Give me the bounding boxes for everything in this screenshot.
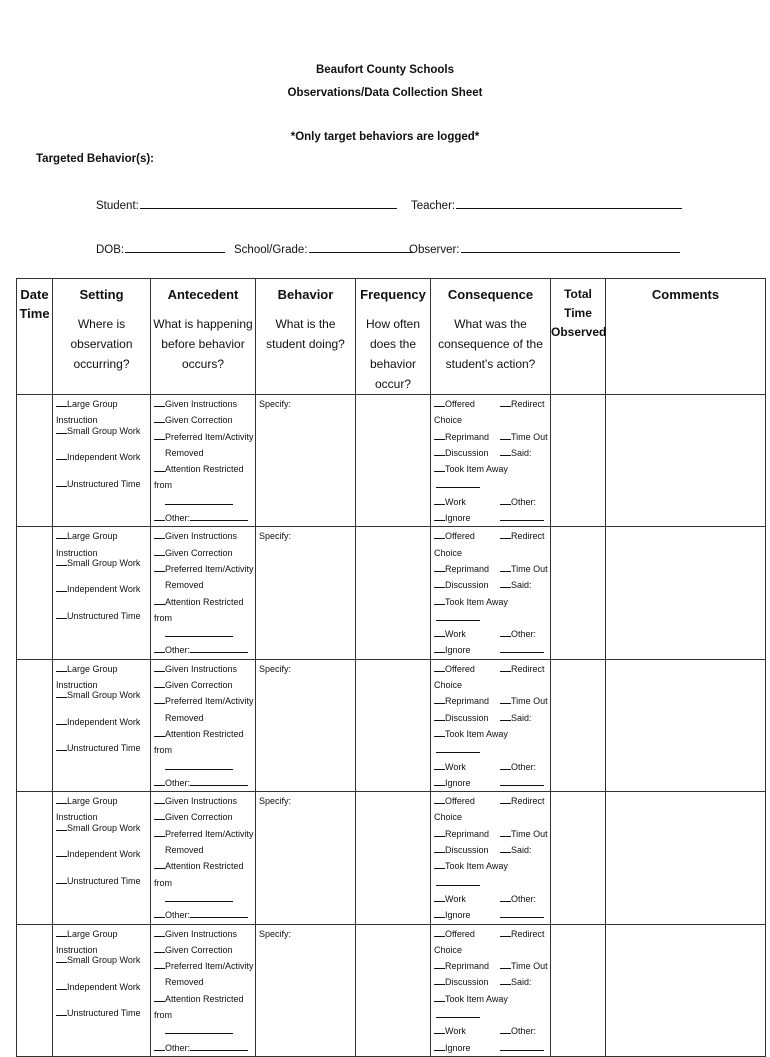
date-time-cell[interactable] (17, 924, 53, 1056)
consequence-option[interactable]: Ignore (434, 907, 500, 923)
antecedent-option[interactable]: Attention Restricted from (154, 993, 244, 1020)
consequence-option[interactable]: Other: (500, 626, 536, 642)
consequence-option-row (434, 991, 550, 1024)
col-consequence (431, 279, 551, 395)
col-setting-label: Setting (79, 287, 124, 302)
consequence-option[interactable]: Offered Choice (434, 399, 475, 426)
consequence-option[interactable]: Work (434, 1023, 500, 1039)
col-antecedent (151, 279, 256, 395)
consequence-option[interactable]: Ignore (434, 1040, 500, 1056)
consequence-option[interactable]: Redirect (500, 661, 545, 694)
setting-option[interactable]: Large Group Instruction (56, 796, 118, 823)
consequence-option-row (434, 429, 550, 445)
antecedent-option[interactable]: Other: (154, 1040, 255, 1056)
comments-cell[interactable] (606, 659, 766, 791)
consequence-option-row (434, 661, 550, 694)
consequence-option[interactable]: Ignore (434, 510, 500, 526)
consequence-option[interactable]: Said: (500, 974, 532, 990)
antecedent-option[interactable]: Preferred Item/Activity (154, 958, 255, 974)
antecedent-option[interactable]: Preferred Item/Activity (154, 826, 255, 842)
consequence-option[interactable]: Offered Choice (434, 531, 475, 558)
antecedent-option[interactable]: Attention Restricted from (154, 728, 244, 756)
col-total-time (551, 279, 606, 395)
setting-option[interactable]: Independent Work (56, 846, 150, 873)
consequence-blank[interactable] (500, 642, 544, 658)
antecedent-option[interactable]: Given Instructions (154, 926, 255, 942)
antecedent-cell (151, 395, 256, 527)
teacher-blank[interactable] (456, 197, 682, 209)
consequence-option-row (434, 510, 550, 526)
comments-cell[interactable] (606, 527, 766, 659)
observer-field[interactable] (409, 241, 680, 256)
behavior-cell[interactable] (256, 659, 356, 791)
antecedent-option[interactable]: Given Instructions (154, 661, 255, 677)
consequence-option-row (434, 445, 550, 461)
date-time-cell[interactable] (17, 395, 53, 527)
consequence-option-row (434, 1040, 550, 1056)
consequence-option-row (434, 974, 550, 990)
consequence-cell (431, 792, 551, 924)
consequence-option-row (434, 858, 550, 891)
setting-option[interactable]: Unstructured Time (56, 873, 150, 900)
consequence-option[interactable]: Other: (500, 759, 536, 775)
consequence-option[interactable]: Took Item Away (434, 991, 550, 1024)
consequence-option-row (434, 793, 550, 826)
antecedent-option[interactable]: Given Correction (154, 677, 255, 693)
col-consequence-label: Consequence (447, 287, 534, 302)
student-label: Student: (96, 200, 139, 212)
consequence-option-row (434, 1023, 550, 1039)
consequence-option-row (434, 396, 550, 429)
setting-cell (53, 659, 151, 791)
consequence-option-row (434, 891, 550, 907)
antecedent-option[interactable]: Given Correction (154, 809, 255, 825)
col-total-time-label: Time (564, 306, 592, 320)
frequency-cell[interactable] (356, 792, 431, 924)
consequence-option[interactable]: Discussion (434, 974, 500, 990)
table-header-row (17, 279, 766, 395)
consequence-option-row (434, 710, 550, 726)
sheet-title: Observations/Data Collection Sheet (287, 87, 483, 99)
consequence-cell (431, 659, 551, 791)
antecedent-cell (151, 659, 256, 791)
setting-option[interactable]: Large Group Instruction (56, 928, 118, 955)
school-grade-field[interactable] (234, 241, 412, 256)
table-row (17, 792, 766, 924)
table-row (17, 395, 766, 527)
consequence-option[interactable]: Offered Choice (434, 663, 475, 691)
col-date-time (17, 279, 53, 395)
frequency-cell[interactable] (356, 395, 431, 527)
consequence-blank[interactable] (500, 907, 544, 923)
col-date-label: Date (20, 287, 49, 302)
observer-blank[interactable] (461, 241, 680, 253)
behavior-cell[interactable] (256, 924, 356, 1056)
teacher-field[interactable] (411, 197, 682, 212)
antecedent-blank[interactable] (154, 759, 255, 775)
consequence-option[interactable]: Ignore (434, 642, 500, 658)
consequence-blank[interactable] (500, 1040, 544, 1056)
col-frequency (356, 279, 431, 395)
consequence-option-row (434, 759, 550, 775)
col-time-label: Time (19, 306, 50, 321)
sheet-note: *Only target behaviors are logged* (290, 131, 480, 143)
antecedent-option[interactable]: Attention Restricted from (154, 464, 244, 491)
setting-cell (53, 395, 151, 527)
total-time-cell[interactable] (551, 659, 606, 791)
antecedent-blank[interactable] (154, 494, 255, 510)
consequence-option[interactable]: Discussion (434, 710, 500, 726)
setting-option[interactable]: Independent Work (56, 714, 150, 741)
setting-option[interactable]: Large Group Instruction (56, 663, 118, 691)
student-field[interactable] (96, 197, 397, 212)
antecedent-option[interactable]: Preferred Item/Activity (154, 429, 255, 445)
targeted-behavior-label: Targeted Behavior(s): (36, 153, 155, 165)
antecedent-cell (151, 792, 256, 924)
antecedent-blank[interactable] (154, 891, 255, 907)
col-comments-label: Comments (651, 287, 720, 302)
col-frequency-sub: How often does the behavior occur? (365, 317, 421, 391)
antecedent-option[interactable]: Given Instructions (154, 396, 255, 412)
consequence-option[interactable]: Ignore (434, 775, 500, 791)
consequence-option[interactable]: Said: (500, 577, 532, 593)
consequence-option-row (434, 775, 550, 791)
antecedent-option[interactable]: Preferred Item/Activity (154, 693, 255, 709)
behavior-cell[interactable] (256, 527, 356, 659)
consequence-option[interactable]: Time Out (500, 826, 548, 842)
teacher-label: Teacher: (411, 200, 456, 212)
consequence-option[interactable]: Reprimand (434, 826, 500, 842)
consequence-blank[interactable] (500, 510, 544, 526)
table-row (17, 527, 766, 659)
consequence-option[interactable]: Other: (500, 891, 536, 907)
consequence-option[interactable]: Took Item Away (434, 461, 550, 494)
table-row (17, 924, 766, 1056)
behavior-specify-label: Specify: (259, 531, 292, 542)
antecedent-option[interactable]: Attention Restricted from (154, 861, 244, 888)
total-time-cell[interactable] (551, 792, 606, 924)
consequence-option[interactable]: Redirect (500, 396, 545, 429)
frequency-cell[interactable] (356, 527, 431, 659)
consequence-option[interactable]: Redirect (500, 528, 545, 561)
consequence-option-row (434, 561, 550, 577)
behavior-specify-label: Specify: (259, 663, 292, 674)
consequence-option-row (434, 926, 550, 959)
consequence-option[interactable]: Time Out (500, 958, 548, 974)
dob-blank[interactable] (125, 241, 225, 253)
total-time-cell[interactable] (551, 924, 606, 1056)
antecedent-option[interactable]: Given Correction (154, 412, 255, 428)
consequence-option-row (434, 826, 550, 842)
antecedent-blank[interactable] (154, 626, 255, 642)
consequence-cell (431, 395, 551, 527)
col-total-observed-label: Observed (551, 325, 607, 339)
antecedent-option[interactable]: Given Instructions (154, 528, 255, 544)
consequence-option[interactable]: Discussion (434, 445, 500, 461)
setting-option[interactable]: Small Group Work (56, 423, 150, 450)
setting-option[interactable]: Large Group Instruction (56, 531, 118, 558)
consequence-option-row (434, 461, 550, 494)
setting-cell (53, 924, 151, 1056)
observation-table (16, 278, 766, 1057)
observer-label: Observer: (409, 244, 460, 256)
table-row (17, 659, 766, 791)
school-grade-blank[interactable] (309, 241, 412, 253)
setting-option[interactable]: Large Group Instruction (56, 399, 118, 426)
col-setting (53, 279, 151, 395)
col-antecedent-sub: What is happening before behavior occurs? (153, 317, 253, 371)
antecedent-option[interactable]: Given Correction (154, 942, 255, 958)
consequence-option[interactable]: Redirect (500, 926, 545, 959)
antecedent-option[interactable]: Given Correction (154, 545, 255, 561)
consequence-option[interactable]: Other: (500, 494, 536, 510)
antecedent-option-cont: Removed (165, 712, 204, 723)
antecedent-option-cont: Removed (165, 447, 204, 458)
date-time-cell[interactable] (17, 527, 53, 659)
total-time-cell[interactable] (551, 527, 606, 659)
consequence-cell (431, 527, 551, 659)
dob-field[interactable] (96, 241, 225, 256)
setting-option[interactable]: Small Group Work (56, 820, 150, 847)
consequence-option-row (434, 958, 550, 974)
consequence-option[interactable]: Said: (500, 445, 532, 461)
student-blank[interactable] (140, 197, 397, 209)
col-comments (606, 279, 766, 395)
setting-option[interactable]: Independent Work (56, 449, 150, 476)
consequence-option-row (434, 642, 550, 658)
comments-cell[interactable] (606, 395, 766, 527)
consequence-option[interactable]: Said: (500, 710, 532, 726)
antecedent-option-cont: Removed (165, 845, 204, 856)
total-time-cell[interactable] (551, 395, 606, 527)
behavior-specify-label: Specify: (259, 399, 292, 409)
col-behavior (256, 279, 356, 395)
behavior-specify-label: Specify: (259, 928, 292, 939)
antecedent-option[interactable]: Given Instructions (154, 793, 255, 809)
antecedent-blank[interactable] (154, 1023, 255, 1039)
consequence-option-row (434, 577, 550, 593)
setting-cell (53, 527, 151, 659)
consequence-option-row (434, 594, 550, 627)
consequence-option[interactable]: Reprimand (434, 958, 500, 974)
consequence-option[interactable]: Time Out (500, 429, 548, 445)
consequence-option-row (434, 842, 550, 858)
consequence-option[interactable]: Said: (500, 842, 532, 858)
consequence-option[interactable]: Discussion (434, 577, 500, 593)
setting-option[interactable]: Unstructured Time (56, 476, 150, 503)
col-consequence-sub: What was the consequence of the student's action? (438, 317, 543, 371)
setting-option[interactable]: Small Group Work (56, 687, 150, 714)
frequency-cell[interactable] (356, 924, 431, 1056)
consequence-option[interactable]: Work (434, 626, 500, 642)
behavior-specify-label: Specify: (259, 796, 292, 807)
consequence-option[interactable]: Took Item Away (434, 594, 550, 627)
antecedent-option[interactable]: Other: (154, 510, 255, 526)
consequence-option[interactable]: Time Out (500, 561, 548, 577)
consequence-option[interactable]: Offered Choice (434, 796, 475, 823)
setting-option[interactable]: Unstructured Time (56, 608, 150, 635)
consequence-option[interactable]: Redirect (500, 793, 545, 826)
col-setting-sub: Where is observation occurring? (70, 317, 133, 371)
date-time-cell[interactable] (17, 659, 53, 791)
consequence-option-row (434, 528, 550, 561)
consequence-option[interactable]: Reprimand (434, 561, 500, 577)
consequence-option[interactable]: Reprimand (434, 693, 500, 709)
setting-option[interactable]: Small Group Work (56, 555, 150, 582)
setting-option[interactable]: Independent Work (56, 979, 150, 1006)
consequence-option[interactable]: Offered Choice (434, 928, 475, 955)
frequency-cell[interactable] (356, 659, 431, 791)
comments-cell[interactable] (606, 924, 766, 1056)
consequence-cell (431, 924, 551, 1056)
consequence-option-row (434, 907, 550, 923)
antecedent-option-cont: Removed (165, 977, 204, 988)
consequence-option-row (434, 726, 550, 759)
consequence-option[interactable]: Work (434, 494, 500, 510)
consequence-option[interactable]: Work (434, 891, 500, 907)
setting-option[interactable]: Independent Work (56, 581, 150, 608)
consequence-option[interactable]: Took Item Away (434, 858, 550, 891)
antecedent-option[interactable]: Other: (154, 642, 255, 658)
dob-label: DOB: (96, 244, 125, 256)
date-time-cell[interactable] (17, 792, 53, 924)
antecedent-option[interactable]: Other: (154, 775, 255, 791)
col-behavior-sub: What is the student doing? (266, 317, 345, 351)
antecedent-option[interactable]: Attention Restricted from (154, 596, 244, 623)
antecedent-option[interactable]: Other: (154, 907, 255, 923)
col-behavior-label: Behavior (277, 287, 334, 302)
antecedent-option[interactable]: Preferred Item/Activity (154, 561, 255, 577)
consequence-blank[interactable] (500, 775, 544, 791)
setting-option[interactable]: Unstructured Time (56, 1005, 150, 1032)
consequence-option[interactable]: Took Item Away (434, 726, 550, 759)
consequence-option[interactable]: Reprimand (434, 429, 500, 445)
setting-cell (53, 792, 151, 924)
consequence-option-row (434, 693, 550, 709)
consequence-option[interactable]: Discussion (434, 842, 500, 858)
behavior-cell[interactable] (256, 395, 356, 527)
antecedent-cell (151, 527, 256, 659)
col-antecedent-label: Antecedent (167, 287, 239, 302)
school-grade-label: School/Grade: (234, 244, 308, 256)
col-frequency-label: Frequency (360, 287, 426, 302)
comments-cell[interactable] (606, 792, 766, 924)
consequence-option-row (434, 626, 550, 642)
behavior-cell[interactable] (256, 792, 356, 924)
col-total-label: Total (564, 287, 592, 301)
consequence-option[interactable]: Other: (500, 1023, 536, 1039)
setting-option[interactable]: Small Group Work (56, 952, 150, 979)
setting-option[interactable]: Unstructured Time (56, 740, 150, 767)
consequence-option-row (434, 494, 550, 510)
antecedent-option-cont: Removed (165, 580, 204, 591)
antecedent-cell (151, 924, 256, 1056)
org-name: Beaufort County Schools (315, 64, 454, 76)
consequence-option[interactable]: Time Out (500, 693, 548, 709)
consequence-option[interactable]: Work (434, 759, 500, 775)
